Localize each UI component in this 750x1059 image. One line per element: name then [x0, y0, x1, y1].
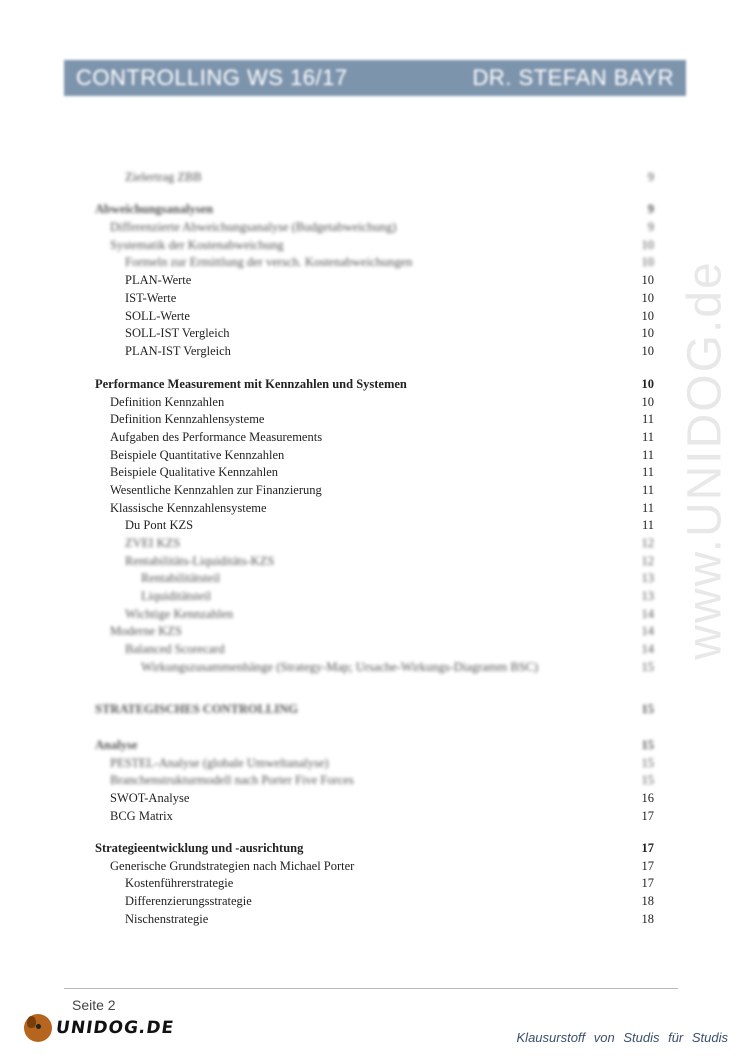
toc-entry-page: 17 — [641, 859, 654, 873]
toc-entry — [0, 201, 750, 217]
toc-entry-label: Du Pont KZS — [125, 518, 194, 532]
toc-entry-label: Systematik der Kostenabweichung — [110, 238, 284, 252]
toc-entry-page: 11 — [641, 465, 654, 479]
header-band — [64, 60, 686, 96]
toc-entry-page: 14 — [641, 624, 654, 638]
toc-entry-page: 18 — [641, 912, 654, 926]
toc-entry — [0, 272, 750, 288]
toc-entry-page: 15 — [641, 773, 654, 787]
dog-icon — [24, 1014, 52, 1042]
toc-entry-label: Differenzierungsstrategie — [125, 894, 252, 908]
toc-entry-page: 10 — [641, 273, 654, 287]
toc-entry-page: 10 — [641, 395, 654, 409]
toc-entry-page: 17 — [641, 841, 654, 855]
toc-entry-page: 11 — [641, 518, 654, 532]
toc-entry-label: Performance Measurement mit Kennzahlen und Systemen — [95, 377, 407, 391]
toc-entry — [0, 500, 750, 516]
toc-entry — [0, 875, 750, 891]
toc-entry-page: 15 — [641, 702, 654, 716]
toc-entry — [0, 517, 750, 533]
toc-entry-label: STRATEGISCHES CONTROLLING — [95, 702, 298, 716]
toc-entry-label: Rentabilitäts-Liquiditäts-KZS — [125, 554, 275, 568]
toc-entry-label: SOLL-Werte — [125, 309, 190, 323]
toc-entry-label: Differenzierte Abweichungsanalyse (Budgetabweichung) — [110, 220, 397, 234]
toc-entry-label: BCG Matrix — [110, 809, 173, 823]
toc-entry-page: 10 — [641, 344, 654, 358]
toc-entry-page: 10 — [641, 238, 654, 252]
toc-entry-label: Liquiditätsteil — [141, 589, 212, 603]
toc-entry — [0, 343, 750, 359]
toc-entry-label: Strategieentwicklung und -ausrichtung — [95, 841, 304, 855]
toc-entry-label: Balanced Scorecard — [125, 642, 225, 656]
toc-entry-page: 18 — [641, 894, 654, 908]
toc-entry-page: 9 — [647, 202, 654, 216]
toc-entry-page: 12 — [641, 554, 654, 568]
toc-entry — [0, 606, 750, 622]
toc-entry-page: 14 — [641, 642, 654, 656]
toc-entry — [0, 701, 750, 717]
toc-entry — [0, 755, 750, 771]
toc-entry-page: 16 — [641, 791, 654, 805]
toc-entry-page: 17 — [641, 809, 654, 823]
toc-entry — [0, 737, 750, 753]
toc-entry-label: Analyse — [95, 738, 138, 752]
toc-entry — [0, 325, 750, 341]
toc-entry-label: Rentabilitätsteil — [141, 571, 221, 585]
toc-entry-label: Abweichungsanalysen — [95, 202, 214, 216]
toc-entry-label: IST-Werte — [125, 291, 177, 305]
toc-entry — [0, 893, 750, 909]
toc-entry — [0, 659, 750, 675]
toc-entry — [0, 254, 750, 270]
toc-entry-page: 12 — [641, 536, 654, 550]
toc-entry-page: 11 — [641, 412, 654, 426]
toc-entry-page: 11 — [641, 448, 654, 462]
header-title: CONTROLLING WS 16/17 — [76, 65, 348, 90]
toc-entry-label: Definition Kennzahlensysteme — [110, 412, 265, 426]
toc-entry — [0, 464, 750, 480]
toc-entry-page: 14 — [641, 607, 654, 621]
toc-entry — [0, 376, 750, 392]
toc-entry-label: SOLL-IST Vergleich — [125, 326, 230, 340]
footer-slogan: Klausurstoff von Studis für Studis — [516, 1030, 728, 1045]
toc-entry-page: 10 — [641, 309, 654, 323]
toc-entry — [0, 623, 750, 639]
toc-entry — [0, 840, 750, 856]
toc-entry-page: 10 — [641, 326, 654, 340]
toc-entry — [0, 219, 750, 235]
footer-divider — [64, 988, 678, 989]
watermark: www.UNIDOG.de — [678, 260, 732, 660]
toc-entry — [0, 482, 750, 498]
toc-entry-page: 17 — [641, 876, 654, 890]
toc-entry-label: Aufgaben des Performance Measurements — [110, 430, 323, 444]
toc-entry-page: 15 — [641, 756, 654, 770]
toc-entry-label: Beispiele Qualitative Kennzahlen — [110, 465, 278, 479]
toc-entry-label: Nischenstrategie — [125, 912, 209, 926]
toc-entry — [0, 429, 750, 445]
toc-entry-page: 11 — [641, 483, 654, 497]
toc-entry — [0, 570, 750, 586]
toc-entry-page: 13 — [641, 571, 654, 585]
toc-entry-label: Branchenstrukturmodell nach Porter Five Forces — [110, 773, 354, 787]
toc-entry — [0, 308, 750, 324]
logo-text: UNIDOG.DE — [54, 1018, 176, 1038]
toc-entry-page: 10 — [641, 255, 654, 269]
toc-entry-page: 15 — [641, 660, 654, 674]
toc-entry-label: PLAN-IST Vergleich — [125, 344, 231, 358]
header-author: DR. STEFAN BAYR — [472, 65, 674, 90]
toc-entry-label: Kostenführerstrategie — [125, 876, 234, 890]
toc-entry — [0, 553, 750, 569]
toc-entry-label: Beispiele Quantitative Kennzahlen — [110, 448, 285, 462]
toc-entry-label: Formeln zur Ermittlung der versch. Kostenabweichungen — [125, 255, 413, 269]
toc-entry-label: PESTEL-Analyse (globale Umweltanalyse) — [110, 756, 329, 770]
toc-entry — [0, 290, 750, 306]
toc-entry-page: 10 — [641, 291, 654, 305]
toc-entry — [0, 858, 750, 874]
toc-entry — [0, 911, 750, 927]
toc-entry-page: 15 — [641, 738, 654, 752]
toc-entry-page: 13 — [641, 589, 654, 603]
toc-entry — [0, 790, 750, 806]
toc-entry — [0, 772, 750, 788]
toc-entry-label: ZVEI KZS — [125, 536, 181, 550]
toc-entry-page: 11 — [641, 501, 654, 515]
toc-entry-page: 10 — [641, 377, 654, 391]
toc-entry — [0, 394, 750, 410]
page-number-label: Seite 2 — [72, 997, 116, 1013]
toc-entry — [0, 808, 750, 824]
toc-entry — [0, 237, 750, 253]
toc-entry-label: PLAN-Werte — [125, 273, 192, 287]
toc-entry-label: Generische Grundstrategien nach Michael Porter — [110, 859, 355, 873]
toc-entry — [0, 411, 750, 427]
toc-entry-page: 11 — [641, 430, 654, 444]
toc-entry-label: Wesentliche Kennzahlen zur Finanzierung — [110, 483, 322, 497]
toc-entry — [0, 169, 750, 185]
toc-entry-label: SWOT-Analyse — [110, 791, 190, 805]
toc-entry — [0, 641, 750, 657]
toc-entry-label: Klassische Kennzahlensysteme — [110, 501, 267, 515]
toc-entry — [0, 588, 750, 604]
toc-entry-page: 9 — [647, 170, 654, 184]
toc-entry-label: Wirkungszusammenhänge (Strategy-Map; Ursache-Wirkungs-Diagramm BSC) — [141, 660, 539, 674]
toc-entry — [0, 447, 750, 463]
toc-entry-label: Wichtige Kennzahlen — [125, 607, 234, 621]
toc-entry-label: Moderne KZS — [110, 624, 182, 638]
toc-entry-label: Definition Kennzahlen — [110, 395, 225, 409]
unidog-logo — [24, 1014, 174, 1042]
toc-entry — [0, 535, 750, 551]
toc-entry-label: Zielertrag ZBB — [125, 170, 202, 184]
toc-entry-page: 9 — [647, 220, 654, 234]
